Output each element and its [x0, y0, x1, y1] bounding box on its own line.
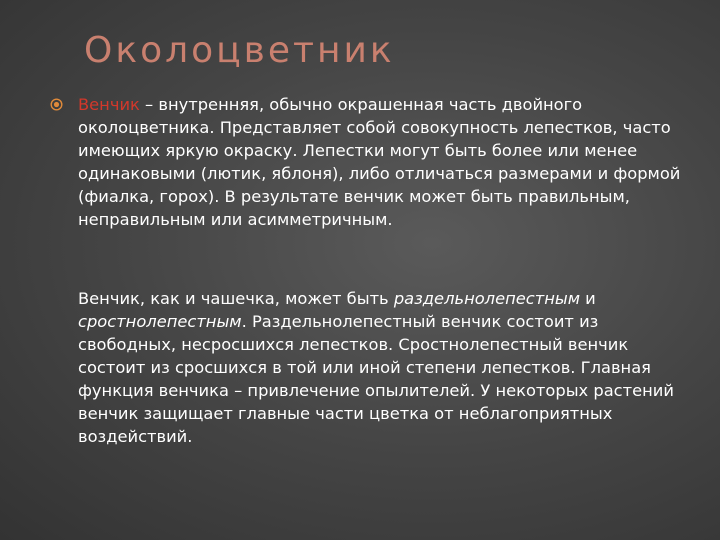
paragraph-types-intro: Венчик, как и чашечка, может быть [78, 289, 394, 308]
slide-title: Околоцветник [84, 30, 395, 71]
paragraph-types-text: . Раздельнолепестный венчик состоит из свободных, несросшихся лепестков. Сростнолепестный венчик состоит из сросшихся в той или иной степени лепестков. Главная функция венчика – привлечение опылителей. У некоторых растений венчик защищает главные части цветка от неблагоприятных воздействий. [78, 312, 674, 446]
paragraph-types-mid: и [579, 289, 596, 308]
italic-term-fused-petal: сростнолепестным [78, 312, 242, 331]
paragraph-definition [78, 93, 690, 231]
term-highlight: Венчик [78, 95, 140, 114]
bullet-icon [50, 98, 63, 111]
italic-term-separate-petal: раздельнолепестным [393, 289, 580, 308]
paragraph-definition-text: – внутренняя, обычно окрашенная часть двойного околоцветника. Представляет собой совокупность лепестков, часто имеющих яркую окраску. Лепестки могут быть более или менее одинаковыми (лютик, яблоня), либо отличаться размерами и формой (фиалка, горох). В результате венчик может быть правильным, неправильным или асимметричным. [78, 95, 681, 229]
paragraph-types [78, 287, 690, 448]
